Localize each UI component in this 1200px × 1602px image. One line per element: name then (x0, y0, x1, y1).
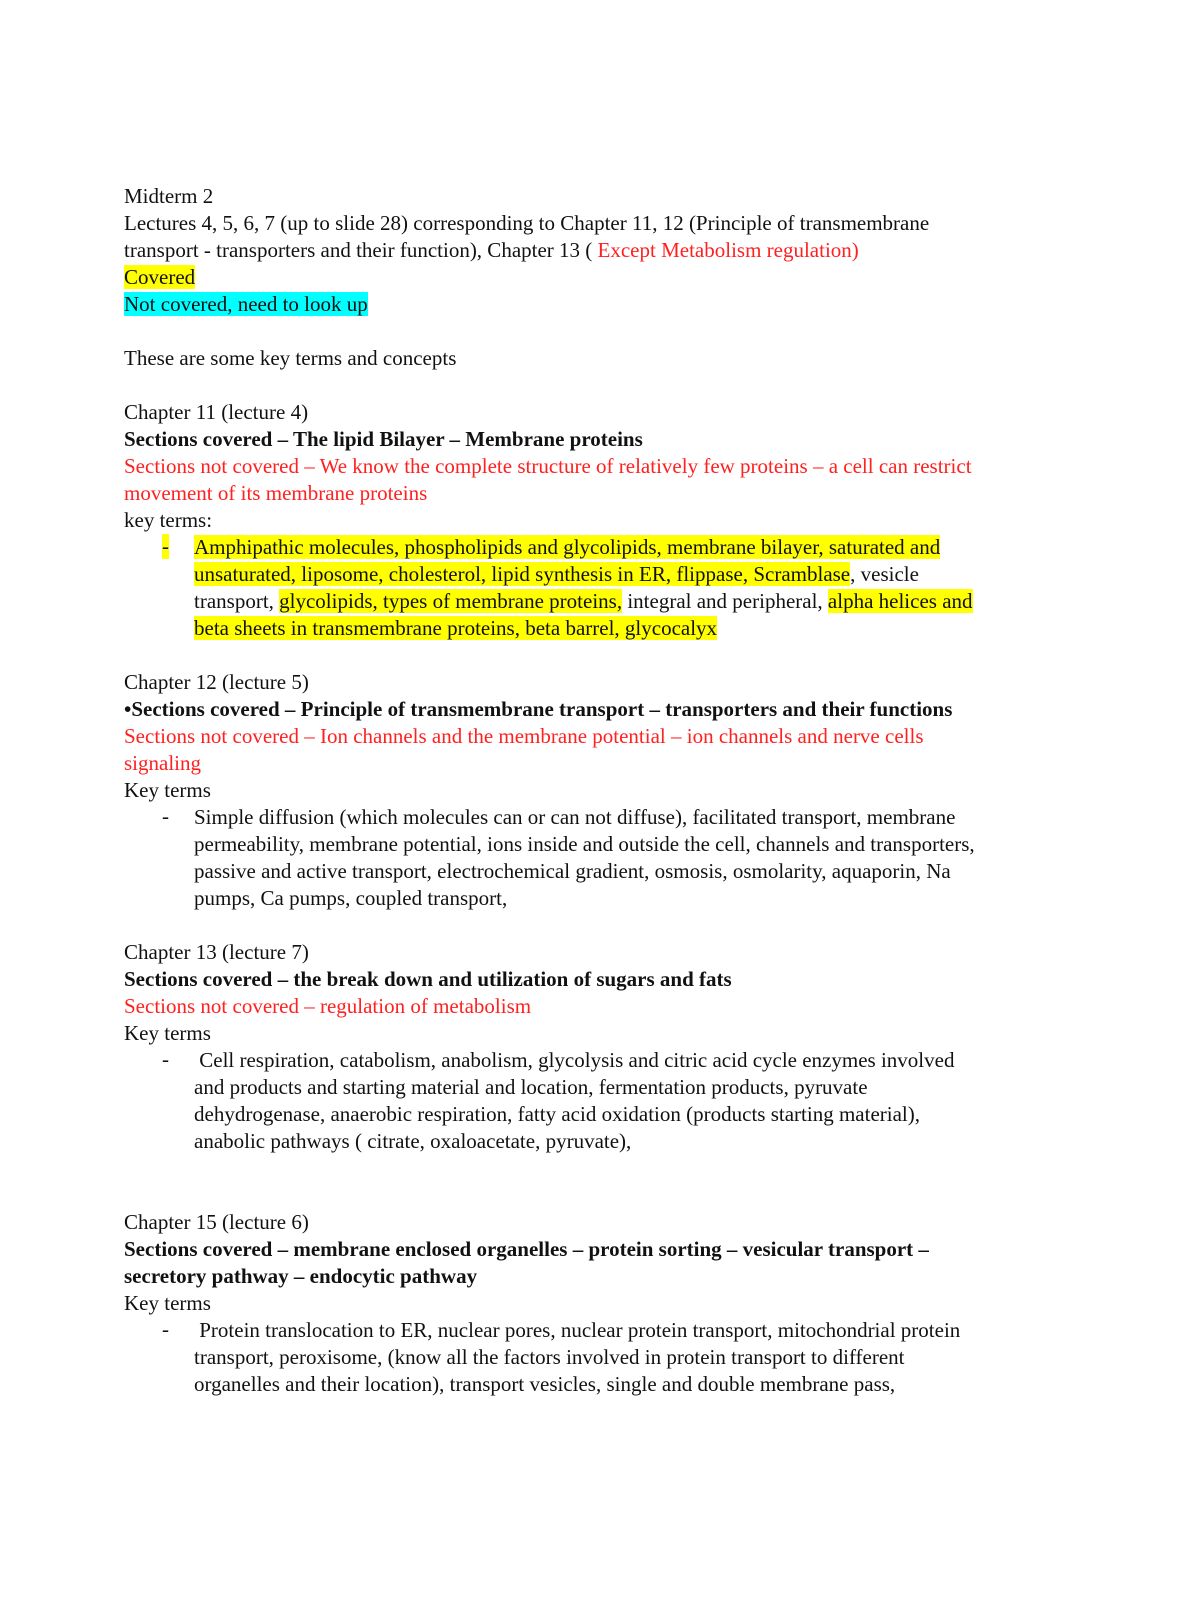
chapter-13-terms-line-3: dehydrogenase, anaerobic respiration, fatty acid oxidation (products starting material), (194, 1102, 920, 1126)
chapter-15-covered-2: secretory pathway – endocytic pathway (124, 1264, 478, 1288)
list-dash: - (162, 1047, 169, 1071)
chapter-15-terms-line-2: transport, peroxisome, (know all the factors involved in protein transport to different (194, 1345, 905, 1369)
chapter-11-heading: Chapter 11 (lecture 4) (124, 400, 309, 424)
spacer (124, 372, 1084, 399)
chapter-12-key-terms-label: Key terms (124, 778, 211, 802)
spacer (124, 318, 1084, 345)
legend-not-covered-label: Not covered, need to look up (124, 292, 368, 316)
intro-except-note: Except Metabolism regulation) (597, 238, 859, 262)
chapter-11-terms-line-4 (194, 615, 1084, 642)
chapter-12-terms-line-2: permeability, membrane potential, ions inside and outside the cell, channels and transporters, (194, 832, 975, 856)
intro-line-2-text: transport - transporters and their function), Chapter 13 ( (124, 238, 598, 262)
chapter-12-not-covered-1: Sections not covered – Ion channels and the membrane potential – ion channels and nerve cells (124, 724, 924, 748)
chapter-15-heading: Chapter 15 (lecture 6) (124, 1210, 309, 1234)
chapter-13-key-terms-list (124, 1047, 1084, 1155)
chapter-11-key-terms-label: key terms: (124, 508, 213, 532)
chapter-12-heading: Chapter 12 (lecture 5) (124, 670, 309, 694)
chapter-11-terms-line-2 (194, 561, 1084, 588)
chapter-12-terms-line-1: Simple diffusion (which molecules can or can not diffuse), facilitated transport, membrane (194, 805, 956, 829)
terms-highlight: glycolipids, types of membrane proteins, (279, 589, 623, 613)
chapter-13-heading: Chapter 13 (lecture 7) (124, 940, 309, 964)
chapter-12-terms-line-4: pumps, Ca pumps, coupled transport, (194, 886, 508, 910)
chapter-11-not-covered-2: movement of its membrane proteins (124, 481, 428, 505)
chapter-13-terms-line-1: Cell respiration, catabolism, anabolism, glycolysis and citric acid cycle enzymes involved (194, 1048, 955, 1072)
spacer (124, 1155, 1084, 1182)
chapter-12-key-terms-list (124, 804, 1084, 912)
spacer (124, 1182, 1084, 1209)
list-dash: - (162, 804, 169, 828)
chapter-13-key-terms-label: Key terms (124, 1021, 211, 1045)
chapter-13-terms-line-4: anabolic pathways ( citrate, oxaloacetate, pyruvate), (194, 1129, 632, 1153)
intro-line-2 (124, 237, 1084, 264)
terms-text: integral and peripheral, (622, 589, 828, 613)
chapter-11-covered: Sections covered – The lipid Bilayer – Membrane proteins (124, 427, 643, 451)
terms-text: , vesicle (850, 562, 919, 586)
chapter-13-terms-line-2: and products and starting material and location, fermentation products, pyruvate (194, 1075, 868, 1099)
legend-covered-label: Covered (124, 265, 196, 289)
legend-not-covered (124, 291, 1084, 318)
terms-highlight: unsaturated, liposome, cholesterol, lipid synthesis in ER, flippase, Scramblase (194, 562, 851, 586)
chapter-11-terms-line-1 (194, 534, 1084, 561)
key-terms-intro: These are some key terms and concepts (124, 346, 457, 370)
chapter-11-key-terms-list (124, 534, 1084, 642)
terms-highlight: Amphipathic molecules, phospholipids and glycolipids, membrane bilayer, saturated and (194, 535, 941, 559)
chapter-11-terms-line-3 (194, 588, 1084, 615)
chapter-12-covered: •Sections covered – Principle of transmembrane transport – transporters and their functions (124, 697, 953, 721)
chapter-15-key-terms-list (124, 1317, 1084, 1398)
chapter-15-covered-1: Sections covered – membrane enclosed organelles – protein sorting – vesicular transport – (124, 1237, 929, 1261)
chapter-15-terms-line-1: Protein translocation to ER, nuclear pores, nuclear protein transport, mitochondrial protein (194, 1318, 961, 1342)
chapter-11-not-covered-1: Sections not covered – We know the complete structure of relatively few proteins – a cell can restrict (124, 454, 972, 478)
chapter-15-key-terms-label: Key terms (124, 1291, 211, 1315)
legend-covered (124, 264, 1084, 291)
chapter-12-terms-line-3: passive and active transport, electrochemical gradient, osmosis, osmolarity, aquaporin, Na (194, 859, 951, 883)
document-body (124, 183, 1084, 1398)
spacer (124, 642, 1084, 669)
terms-text: transport, (194, 589, 280, 613)
spacer (124, 912, 1084, 939)
intro-line-1: Lectures 4, 5, 6, 7 (up to slide 28) corresponding to Chapter 11, 12 (Principle of transmembrane (124, 211, 930, 235)
chapter-12-not-covered-2: signaling (124, 751, 201, 775)
chapter-13-not-covered: Sections not covered – regulation of metabolism (124, 994, 532, 1018)
chapter-13-covered: Sections covered – the break down and utilization of sugars and fats (124, 967, 732, 991)
list-dash: - (162, 1317, 169, 1341)
list-dash: - (162, 534, 169, 558)
document-title: Midterm 2 (124, 184, 214, 208)
terms-highlight: alpha helices and (827, 589, 973, 613)
terms-highlight: beta sheets in transmembrane proteins, beta barrel, glycocalyx (194, 616, 718, 640)
chapter-15-terms-line-3: organelles and their location), transport vesicles, single and double membrane pass, (194, 1372, 896, 1396)
